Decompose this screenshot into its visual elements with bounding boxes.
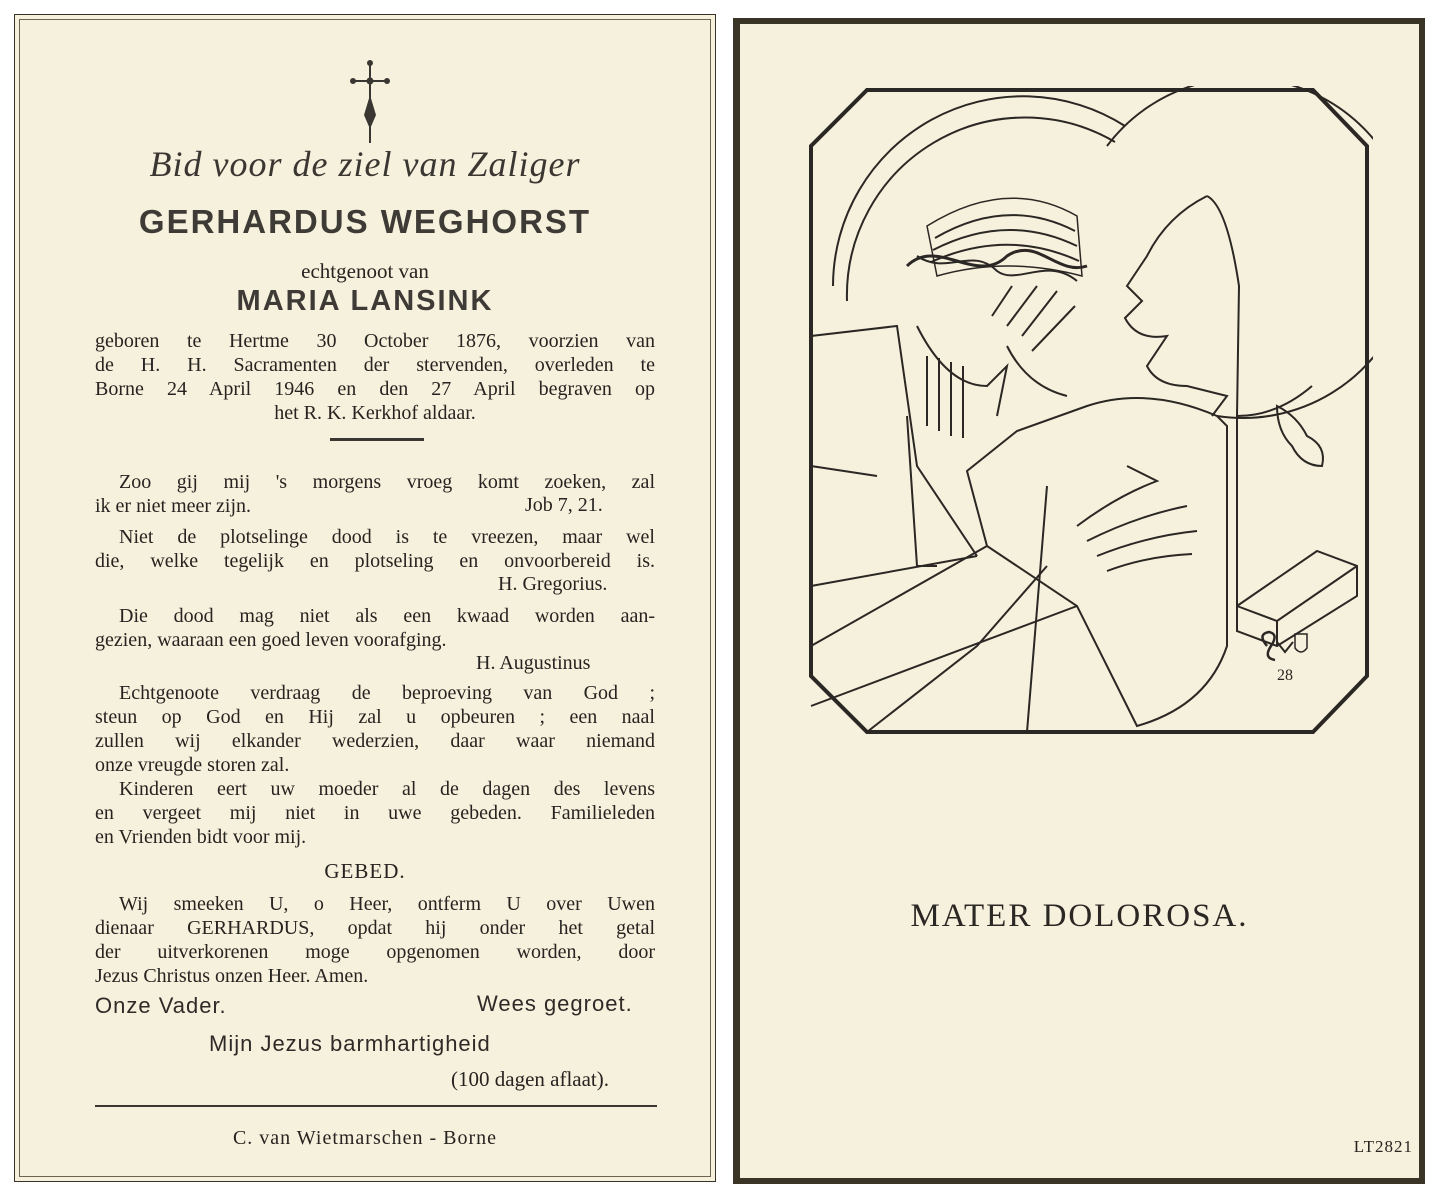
quote-line: gezien, waaraan een goed leven voorafging.: [95, 629, 447, 651]
memorial-card-image: [733, 18, 1425, 1184]
artist-monogram: JS: [1277, 652, 1278, 653]
prayer-line: Jezus Christus onzen Heer. Amen.: [95, 965, 369, 987]
message-spouse: [95, 681, 655, 777]
bio-line: het R. K. Kerkhof aldaar.: [274, 402, 476, 424]
quote-line: ik er niet meer zijn.: [95, 495, 252, 517]
quote-gregorius: [95, 525, 655, 573]
artwork-year: 28: [1277, 667, 1293, 684]
quote-line: Zoo gij mij 's morgens vroeg komt zoeken, zal: [119, 471, 655, 493]
bottom-rule: [95, 1105, 657, 1107]
artwork-title: MATER DOLOROSA.: [910, 898, 1249, 934]
bio-line: de H. H. Sacramenten der stervenden, overleden te: [95, 354, 655, 376]
printer-credit: C. van Wietmarschen - Borne: [232, 1127, 498, 1149]
deceased-name: GERHARDUS WEGHORST: [138, 203, 592, 240]
biography: [95, 329, 655, 425]
quote-line: Die dood mag niet als een kwaad worden aan-: [119, 605, 655, 627]
cross-icon: [350, 59, 390, 145]
message-line: en vergeet mij niet in uwe gebeden. Familieleden: [95, 802, 655, 824]
indulgence-note: (100 dagen aflaat).: [451, 1067, 610, 1091]
message-line: zullen wij elkander wederzien, daar waar niemand: [95, 730, 655, 752]
quote-source: Job 7, 21.: [525, 494, 603, 516]
card-reference: LT2821: [1353, 1137, 1413, 1156]
message-line: Echtgenoote verdraag de beproeving van God ;: [119, 682, 655, 704]
spouse-name: MARIA LANSINK: [236, 285, 494, 317]
bio-line: geboren te Hertme 30 October 1876, voorzien van: [95, 330, 655, 352]
divider: [330, 438, 424, 441]
wees-gegroet: Wees gegroet.: [477, 991, 633, 1016]
spouse-of-label: echtgenoot van: [301, 259, 429, 283]
prayer-line: der uitverkorenen moge opgenomen worden, door: [95, 941, 655, 963]
message-line: en Vrienden bidt voor mij.: [95, 826, 307, 848]
message-children: [95, 777, 655, 849]
message-line: onze vreugde storen zal.: [95, 754, 290, 776]
jezus-barmhartigheid: Mijn Jezus barmhartigheid: [209, 1031, 491, 1056]
quote-source: H. Augustinus: [476, 652, 591, 674]
quote-augustinus: [95, 604, 655, 652]
memorial-card-text: [14, 14, 716, 1182]
prayer-line: dienaar GERHARDUS, opdat hij onder het getal: [95, 917, 655, 939]
intro-line: Bid voor de ziel van Zaliger: [149, 144, 581, 184]
prayer-title: GEBED.: [324, 859, 406, 883]
quote-source: H. Gregorius.: [498, 573, 608, 595]
bio-line: Borne 24 April 1946 en den 27 April begraven op: [95, 378, 655, 400]
onze-vader: Onze Vader.: [95, 993, 227, 1018]
message-line: Kinderen eert uw moeder al de dagen des levens: [119, 778, 655, 800]
prayer-line: Wij smeeken U, o Heer, ontferm U over Uwen: [119, 893, 655, 915]
prayer-text: [95, 892, 655, 988]
mater-dolorosa-artwork: [807, 86, 1373, 738]
quote-line: die, welke tegelijk en plotseling en onvoorbereid is.: [95, 550, 655, 572]
quote-line: Niet de plotselinge dood is te vreezen, maar wel: [119, 526, 655, 548]
message-line: steun op God en Hij zal u opbeuren ; een naal: [95, 706, 655, 728]
